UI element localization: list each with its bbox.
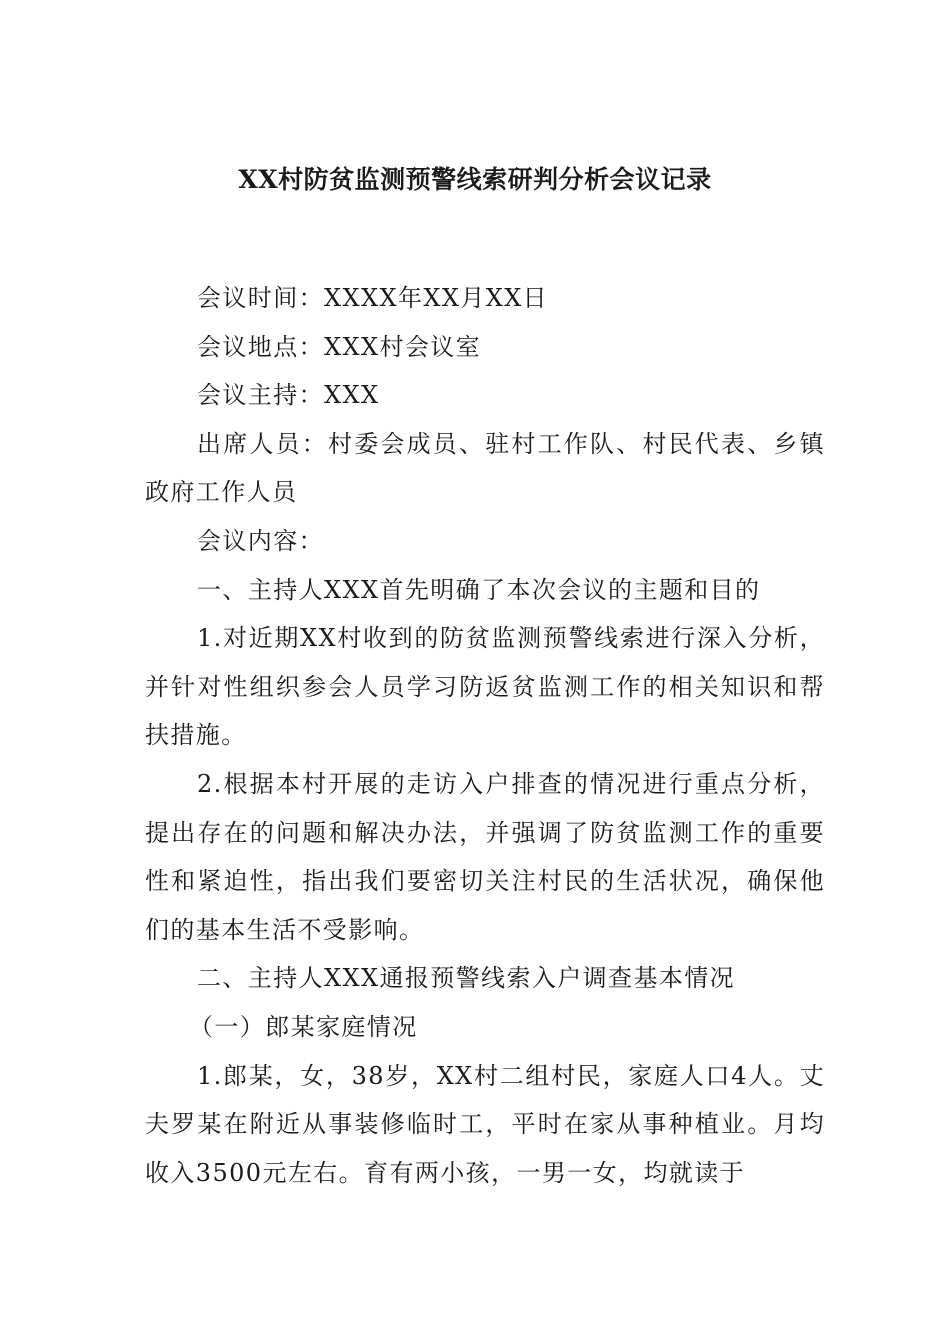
- section-2-heading: 二、主持人XXX通报预警线索入户调查基本情况: [197, 964, 736, 993]
- meeting-time: 会议时间：XXXX年XX月XX日: [197, 284, 549, 312]
- meeting-host: 会议主持：XXX: [197, 381, 380, 410]
- meeting-content-label: 会议内容：: [197, 526, 324, 555]
- meeting-place: 会议地点：XXX村会议室: [197, 332, 482, 361]
- document-body: [145, 274, 825, 1197]
- section-1-item-1: 1.对近期XX村收到的防贫监测预警线索进行深入分析，并针对性组织参会人员学习防返贫监测工作的相关知识和帮扶措施。: [145, 624, 825, 750]
- subsection-1-item-1: 1.郎某，女，38岁，XX村二组村民，家庭人口4人。丈夫罗某在附近从事装修临时工，平时在家从事种植业。月均收入3500元左右。育有两小孩，一男一女，均就读于: [145, 1061, 825, 1187]
- section-1-heading: 一、主持人XXX首先明确了本次会议的主题和目的: [197, 575, 761, 604]
- subsection-1-heading: （一）郎某家庭情况: [189, 1012, 418, 1041]
- meeting-attendees: 出席人员：村委会成员、驻村工作队、村民代表、乡镇政府工作人员: [145, 429, 825, 507]
- section-1-item-2: 2.根据本村开展的走访入户排查的情况进行重点分析，提出存在的问题和解决办法，并强调了防贫监测工作的重要性和紧迫性，指出我们要密切关注村民的生活状况，确保他们的基本生活不受影响。: [145, 769, 825, 944]
- document-title: XX村防贫监测预警线索研判分析会议记录: [238, 165, 712, 194]
